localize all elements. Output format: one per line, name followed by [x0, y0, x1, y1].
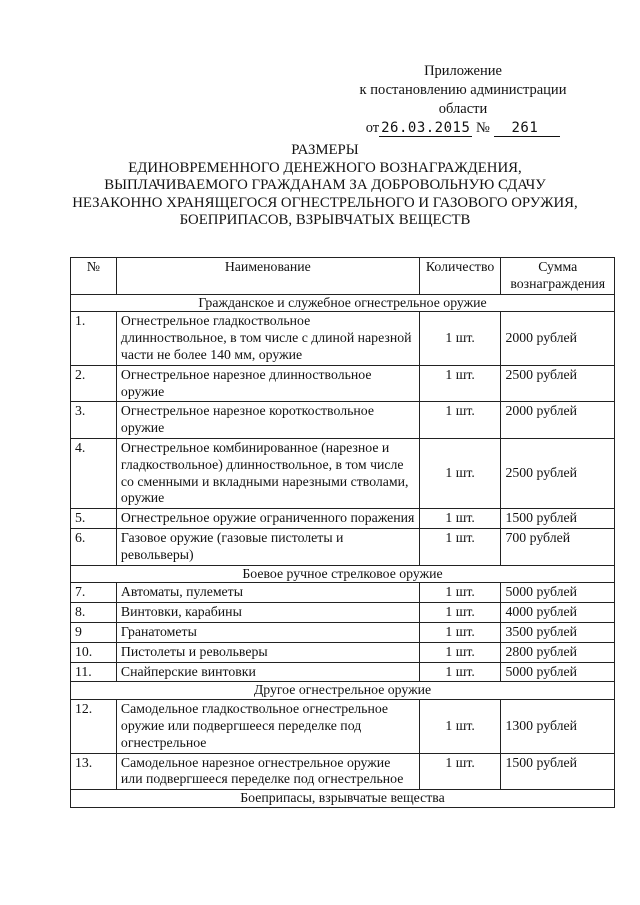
table-row — [71, 700, 615, 753]
appendix-line-3: области — [438, 101, 488, 117]
header-sum-line-2: вознаграждения — [510, 275, 606, 291]
header-sum-line-1: Сумма — [538, 259, 578, 274]
row-quantity: 1 шт. — [419, 365, 501, 402]
appendix-line-1: Приложение — [424, 63, 502, 79]
section-row — [71, 294, 615, 312]
number-prefix: № — [476, 120, 490, 136]
row-sum: 1300 рублей — [501, 700, 615, 753]
row-number: 13. — [71, 753, 117, 790]
row-name: Огнестрельное оружие ограниченного поражения — [116, 509, 419, 529]
row-quantity: 1 шт. — [419, 312, 501, 365]
date-prefix: от — [365, 120, 380, 136]
appendix-header — [328, 62, 598, 138]
row-name: Пистолеты и револьверы — [116, 642, 419, 662]
table-row — [71, 509, 615, 529]
appendix-line-2: к постановлению администрации — [359, 82, 567, 98]
row-quantity: 1 шт. — [419, 402, 501, 439]
appendix-date-line — [328, 119, 598, 138]
row-number: 12. — [71, 700, 117, 753]
row-quantity: 1 шт. — [419, 700, 501, 753]
row-quantity: 1 шт. — [419, 642, 501, 662]
row-quantity: 1 шт. — [419, 438, 501, 508]
row-sum: 2500 рублей — [501, 438, 615, 508]
table-row — [71, 528, 615, 565]
header-sum — [501, 258, 615, 295]
row-sum: 5000 рублей — [501, 662, 615, 682]
row-sum: 2000 рублей — [501, 402, 615, 439]
row-number: 4. — [71, 438, 117, 508]
row-sum: 4000 рублей — [501, 603, 615, 623]
table-header-row — [71, 258, 615, 295]
row-name: Огнестрельное комбинированное (нарезное и гладкоствольное) длинноствольное, в том числе со сменными и вкладными нарезными стволами, оружие — [116, 438, 419, 508]
row-sum: 5000 рублей — [501, 583, 615, 603]
row-name: Самодельное нарезное огнестрельное оружие или подвергшееся переделке под огнестрельное — [116, 753, 419, 790]
row-sum: 1500 рублей — [501, 509, 615, 529]
section-row — [71, 565, 615, 583]
table-row — [71, 642, 615, 662]
row-quantity: 1 шт. — [419, 583, 501, 603]
section-title: Боевое ручное стрелковое оружие — [71, 565, 615, 583]
document-title — [40, 142, 610, 230]
table-row — [71, 438, 615, 508]
row-name: Автоматы, пулеметы — [116, 583, 419, 603]
row-number: 5. — [71, 509, 117, 529]
row-quantity: 1 шт. — [419, 622, 501, 642]
row-name: Гранатометы — [116, 622, 419, 642]
table-row — [71, 583, 615, 603]
table-row — [71, 753, 615, 790]
row-number: 10. — [71, 642, 117, 662]
row-sum: 2800 рублей — [501, 642, 615, 662]
section-row — [71, 790, 615, 808]
table-row — [71, 603, 615, 623]
section-title: Боеприпасы, взрывчатые вещества — [71, 790, 615, 808]
section-title: Гражданское и служебное огнестрельное оружие — [71, 294, 615, 312]
title-line-1: РАЗМЕРЫ — [291, 142, 359, 158]
header-number: № — [71, 258, 117, 295]
row-quantity: 1 шт. — [419, 528, 501, 565]
row-name: Самодельное гладкоствольное огнестрельное оружие или подвергшееся переделке под огнестрельное — [116, 700, 419, 753]
table-row — [71, 365, 615, 402]
row-sum: 700 рублей — [501, 528, 615, 565]
row-name: Снайперские винтовки — [116, 662, 419, 682]
row-name: Огнестрельное нарезное длинноствольное оружие — [116, 365, 419, 402]
row-sum: 1500 рублей — [501, 753, 615, 790]
title-line-3: ВЫПЛАЧИВАЕМОГО ГРАЖДАНАМ ЗА ДОБРОВОЛЬНУЮ СДАЧУ — [104, 177, 546, 193]
row-number: 2. — [71, 365, 117, 402]
table-row — [71, 622, 615, 642]
row-quantity: 1 шт. — [419, 662, 501, 682]
resolution-date: 26.03.2015 — [381, 120, 471, 136]
row-sum: 2500 рублей — [501, 365, 615, 402]
table-row — [71, 662, 615, 682]
row-number: 9 — [71, 622, 117, 642]
row-sum: 3500 рублей — [501, 622, 615, 642]
row-name: Газовое оружие (газовые пистолеты и револьверы) — [116, 528, 419, 565]
row-quantity: 1 шт. — [419, 753, 501, 790]
header-name: Наименование — [116, 258, 419, 295]
row-name: Огнестрельное гладкоствольное длинноствольное, в том числе с длиной нарезной части не более 140 мм, оружие — [116, 312, 419, 365]
resolution-number: 261 — [494, 120, 561, 137]
section-title: Другое огнестрельное оружие — [71, 682, 615, 700]
table-row — [71, 402, 615, 439]
row-quantity: 1 шт. — [419, 603, 501, 623]
row-number: 7. — [71, 583, 117, 603]
row-number: 1. — [71, 312, 117, 365]
title-line-5: БОЕПРИПАСОВ, ВЗРЫВЧАТЫХ ВЕЩЕСТВ — [179, 212, 471, 228]
row-number: 8. — [71, 603, 117, 623]
header-quantity: Количество — [419, 258, 501, 295]
title-line-2: ЕДИНОВРЕМЕННОГО ДЕНЕЖНОГО ВОЗНАГРАЖДЕНИЯ, — [128, 159, 522, 176]
title-line-4: НЕЗАКОННО ХРАНЯЩЕГОСЯ ОГНЕСТРЕЛЬНОГО И ГАЗОВОГО ОРУЖИЯ, — [72, 194, 578, 211]
row-name: Винтовки, карабины — [116, 603, 419, 623]
row-number: 3. — [71, 402, 117, 439]
row-number: 11. — [71, 662, 117, 682]
row-sum: 2000 рублей — [501, 312, 615, 365]
row-quantity: 1 шт. — [419, 509, 501, 529]
reward-table — [70, 257, 615, 808]
row-name: Огнестрельное нарезное короткоствольное оружие — [116, 402, 419, 439]
table-row — [71, 312, 615, 365]
section-row — [71, 682, 615, 700]
row-number: 6. — [71, 528, 117, 565]
